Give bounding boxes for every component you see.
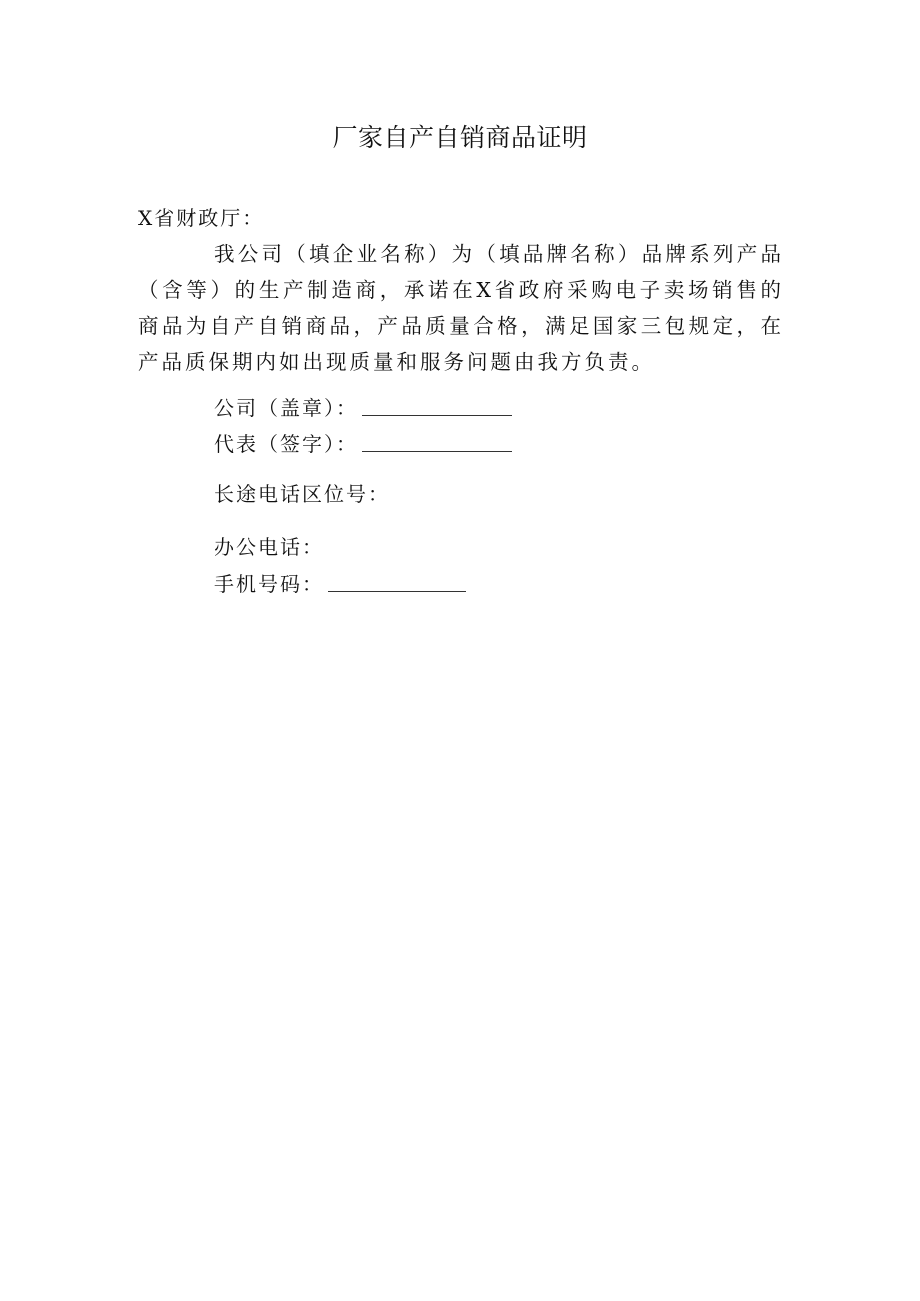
office-phone-label: 办公电话：	[214, 535, 324, 559]
company-seal-blank-line	[362, 415, 512, 416]
document-title: 厂家自产自销商品证明	[332, 123, 588, 152]
area-code-field	[214, 478, 390, 507]
mobile-blank-line	[328, 591, 466, 592]
representative-blank-line	[362, 451, 512, 452]
mobile-label: 手机号码：	[214, 572, 324, 596]
area-code-label: 长途电话区位号：	[214, 482, 390, 506]
company-seal-field	[214, 392, 512, 421]
company-seal-label: 公司（盖章）：	[214, 396, 358, 420]
representative-label: 代表（签字）：	[214, 432, 358, 456]
mobile-field	[214, 568, 466, 597]
representative-field	[214, 428, 512, 457]
salutation: X省财政厅：	[138, 206, 265, 230]
office-phone-field	[214, 531, 324, 560]
body-paragraph: 我公司（填企业名称）为（填品牌名称）品牌系列产品（含等）的生产制造商，承诺在X省政府采购电子卖场销售的商品为自产自销商品，产品质量合格，满足国家三包规定，在产品质保期内如出现质量和服务问题由我方负责。	[138, 242, 784, 374]
